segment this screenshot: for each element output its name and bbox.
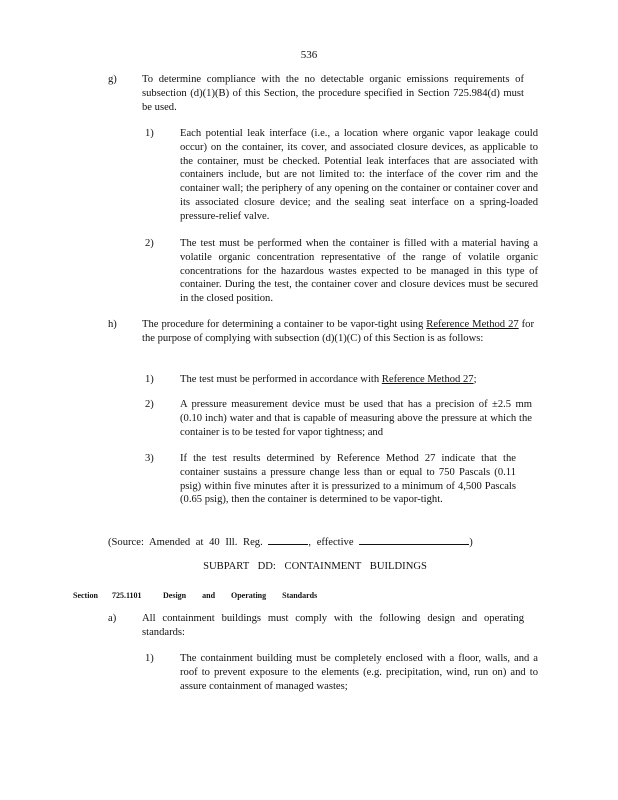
item-label-h2: 2) bbox=[145, 399, 154, 410]
source-note: (Source: Amended at 40 Ill. Reg. , effective ) bbox=[108, 534, 528, 550]
item-h2-text: A pressure measurement device must be used that has a precision of ±2.5 mm (0.10 inch) water and that is capable of measuring above the pressure at which the container is to be tested for vapor tightness; and bbox=[180, 399, 532, 438]
subsection-h-text: The procedure for determining a container to be vapor-tight using Reference Method 27 for the purpose of complying with subsection (d)(1)(C) of this Section is as follows: bbox=[142, 319, 534, 344]
item-label-h3: 3) bbox=[145, 453, 154, 464]
item-g2-text: The test must be performed when the container is filled with a material having a volatile organic concentration representative of the range of volatile organic concentrations for the hazardous wastes expected to be managed in this type of container. During the test, the container cover and closure devices must be secured in the closed position. bbox=[180, 238, 538, 305]
section-number: 725.1101 bbox=[112, 591, 142, 600]
item-label-g1: 1) bbox=[145, 128, 154, 139]
item-h3-text: If the test results determined by Reference Method 27 indicate that the container sustains a pressure change less than or equal to 750 Pascals (0.11 psig) within five minutes after it is pressurized to a minimum of 4,500 Pascals (0.65 psig), then the container is determined to be vapor-tight. bbox=[180, 453, 516, 506]
section-title: Design and Operating Standards bbox=[163, 591, 318, 600]
reference-method-link: Reference Method 27 bbox=[426, 319, 519, 330]
item-label-g2: 2) bbox=[145, 238, 154, 249]
subsection-g-text: To determine compliance with the no detectable organic emissions requirements of subsection (d)(1)(B) of this Section, the procedure specified in Section 725.984(d) must be used. bbox=[142, 74, 524, 113]
subpart-heading: SUBPART DD: CONTAINMENT BUILDINGS bbox=[203, 561, 427, 572]
subsection-label-a: a) bbox=[108, 613, 117, 624]
item-label-a1: 1) bbox=[145, 653, 154, 664]
item-a1-text: The containment building must be completely enclosed with a floor, walls, and a roof to prevent exposure to the elements (e.g. precipitation, wind, run on) and to assure containment of managed wastes; bbox=[180, 653, 538, 692]
subsection-a-text: All containment buildings must comply with the following design and operating standards: bbox=[142, 613, 524, 638]
page-number: 536 bbox=[300, 49, 318, 61]
subsection-label-g: g) bbox=[108, 74, 117, 85]
subsection-label-h: h) bbox=[108, 319, 117, 330]
item-label-h1: 1) bbox=[145, 374, 154, 385]
reference-method-link-2: Reference Method 27 bbox=[381, 374, 474, 385]
item-h1-text: The test must be performed in accordance with Reference Method 27; bbox=[180, 374, 477, 385]
section-word: Section bbox=[73, 591, 98, 600]
effective-date-blank bbox=[359, 534, 469, 545]
register-page-blank bbox=[268, 534, 308, 545]
item-g1-text: Each potential leak interface (i.e., a location where organic vapor leakage could occur) on the container, its cover, and associated closure devices, as applicable to the container, must be checked. Potential leak interfaces that are associated with containers include, but are not limited to: the interface of the cover rim and the container wall; the periphery of any opening on the container or container cover and its associated closure device; and the sealing seat interface on a spring-loaded pressure-relief valve. bbox=[180, 128, 538, 222]
